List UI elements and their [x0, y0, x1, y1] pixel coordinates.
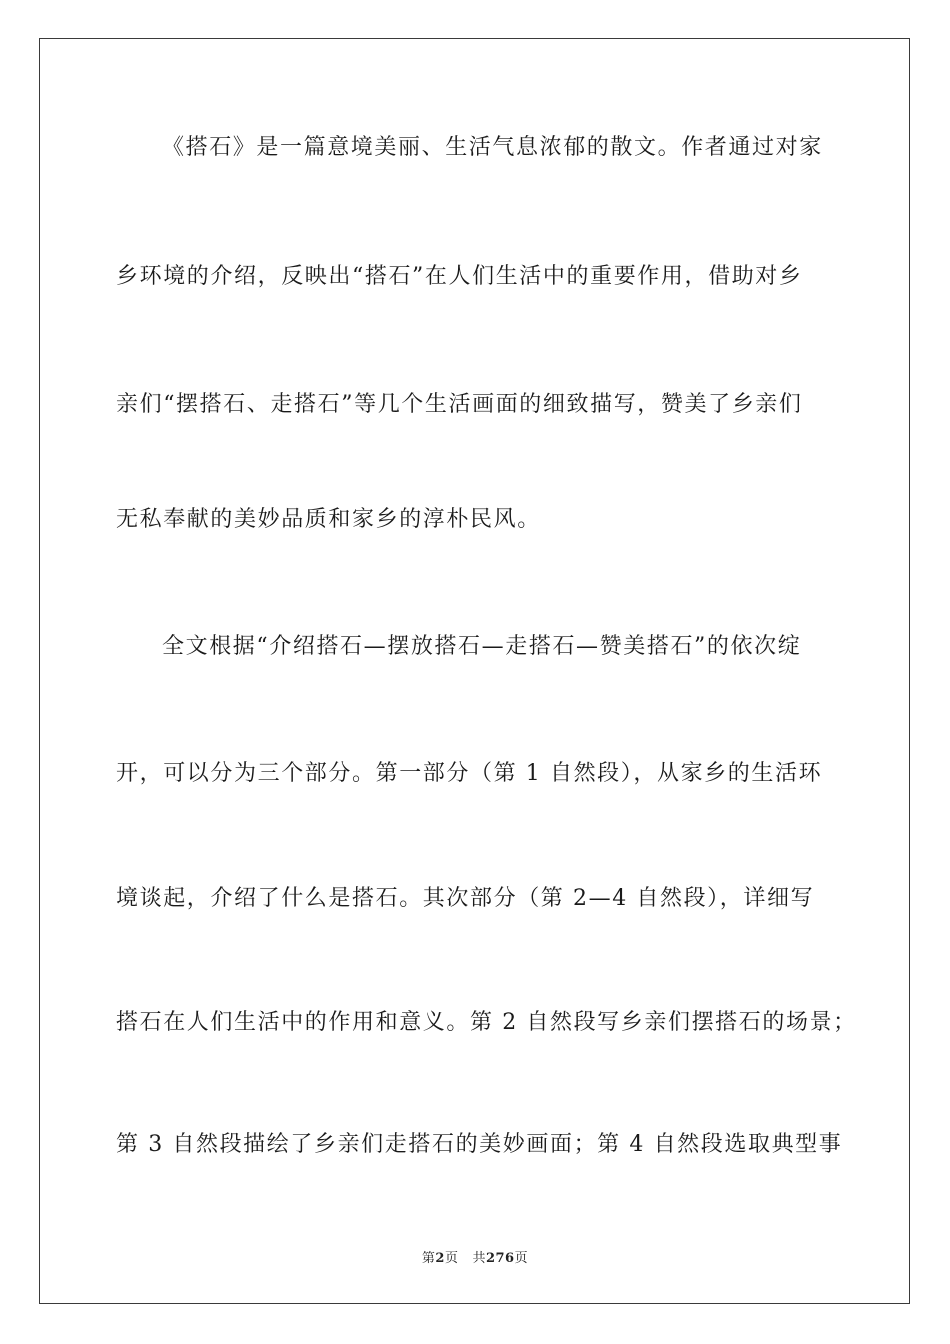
page-suffix: 页: [444, 1251, 459, 1266]
text-line-9: 第 3 自然段描绘了乡亲们走搭石的美妙画面；第 4 自然段选取典型事: [116, 1132, 843, 1157]
text-line-2: 乡环境的介绍，反映出“搭石”在人们生活中的重要作用，借助对乡: [116, 264, 803, 289]
total-prefix: 共: [472, 1251, 486, 1266]
text-line-5: 全文根据“介绍搭石—摆放搭石—走搭石—赞美搭石”的依次绽: [162, 634, 802, 659]
total-suffix: 页: [514, 1251, 529, 1266]
text-line-7: 境谈起，介绍了什么是搭石。其次部分（第 2—4 自然段），详细写: [116, 886, 815, 911]
text-line-1: 《搭石》是一篇意境美丽、生活气息浓郁的散文。作者通过对家: [162, 135, 823, 160]
page-border: [39, 38, 910, 1304]
total-pages: 276: [485, 1251, 515, 1266]
text-line-8: 搭石在人们生活中的作用和意义。第 2 自然段写乡亲们摆搭石的场景；: [116, 1010, 857, 1035]
text-line-3: 亲们“摆搭石、走搭石”等几个生活画面的细致描写，赞美了乡亲们: [116, 392, 803, 417]
page-prefix: 第: [421, 1251, 436, 1266]
text-line-6: 开，可以分为三个部分。第一部分（第 1 自然段），从家乡的生活环: [116, 761, 823, 786]
text-line-4: 无私奉献的美妙品质和家乡的淳朴民风。: [116, 507, 541, 532]
page-footer: [0, 1247, 950, 1266]
page-number: 2: [435, 1251, 445, 1266]
